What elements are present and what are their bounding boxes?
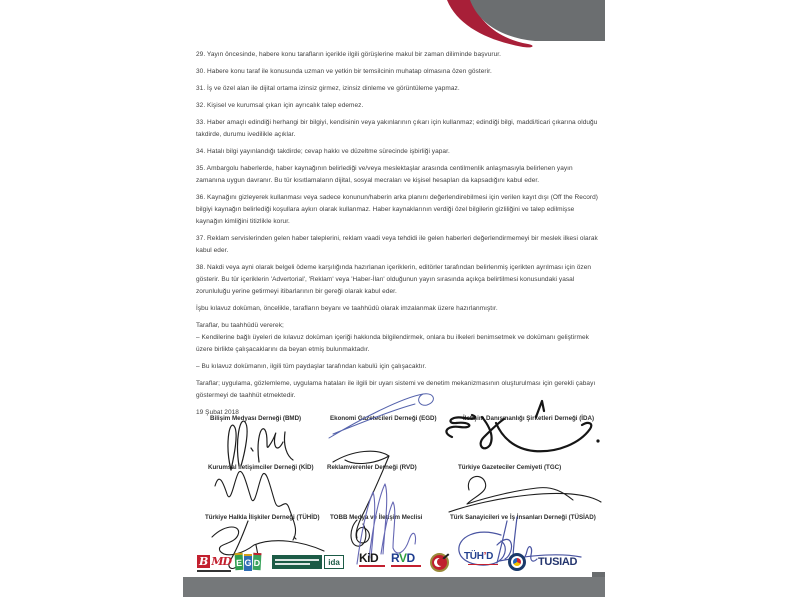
bmd-logo-mark bbox=[197, 552, 231, 572]
logo-egd bbox=[235, 552, 261, 572]
signatory-label-tusiad: Türk Sanayicileri ve İş İnsanları Derneği (TÜSİAD) bbox=[450, 514, 596, 521]
logo-tuhd bbox=[464, 552, 498, 572]
logo-rvd bbox=[391, 552, 421, 572]
kid-wordmark: KiD bbox=[359, 551, 379, 565]
clause-34: 34. Hatalı bilgi yayınlandığı takdirde; cevap hakkı ve düzeltme sürecinde işbirliği yapar. bbox=[196, 148, 450, 155]
signature-tgc bbox=[441, 468, 606, 518]
commitment-item-2: – Bu kılavuz dokümanın, ilgili tüm paydaşlar tarafından kabulü için çalışacaktır. bbox=[196, 363, 427, 370]
rvd-letter-r: R bbox=[391, 551, 399, 565]
rvd-wordmark bbox=[391, 552, 415, 564]
tobb-emblem bbox=[508, 553, 526, 571]
closing-statement: İşbu kılavuz doküman, öncelikle, tarafların beyanı ve taahhüdü olarak imzalanmak üzere hazırlanmıştır. bbox=[196, 305, 498, 312]
signatory-label-tobb: TOBB Medya ve İletişim Meclisi bbox=[330, 514, 423, 521]
logo-kid bbox=[359, 552, 385, 572]
tuhd-apostrophe: ’ bbox=[483, 551, 487, 562]
clause-33: 33. Haber amaçlı edindiği herhangi bir bilgiyi, kendisinin veya yakınlarının çıkarı için kullanmaz; edindiği bilgi, maddi/ticari çıkarına olduğu takdirde, durumu ivedilikle açıklar. bbox=[196, 119, 598, 138]
signatory-label-kid: Kurumsal İletişimciler Derneği (KİD) bbox=[208, 464, 314, 471]
clause-30: 30. Habere konu taraf ile konusunda uzman ve yetkin bir temsilcinin muhatap olmasına özen gösterir. bbox=[196, 68, 492, 75]
egd-tile-e: E bbox=[235, 552, 244, 569]
ida-banner bbox=[272, 555, 322, 569]
signatory-label-egd: Ekonomi Gazetecileri Derneği (EGD) bbox=[330, 415, 437, 422]
clause-36: 36. Kaynağını gizleyerek kullanması veya sadece konunun/haberin arka planını değerlendirebilmesi için verilen kayıt dışı (Off the Record) bilgiyi kaynağın belirlediği koşullara aykırı olarak kullanmaz. Haber kaynaklarının verdiği özel bilgilerin gizliliğini ve talep edilmişse kaynağın kimliğini titizlikle korur. bbox=[196, 194, 598, 225]
bmd-letter-b: B bbox=[199, 555, 209, 568]
kid-underline bbox=[359, 565, 385, 567]
clause-38: 38. Nakdi veya ayni olarak belgeli ödeme karşılığında hazırlanan içeriklerin, editörler tarafından belirlenmiş içerikten ayrılması için özen gösterir. Bu tür içeriklerin 'Advertorial', 'Reklam' veya 'Haber-İlan' olduğunun yayın sırasında açıkça belirtilmesi konusundaki yasal zorunluluğu yerine getirmeyi itibarlarının bir gereği olarak kabul eder. bbox=[196, 264, 592, 295]
document-page bbox=[183, 0, 605, 600]
document-date: 19 Şubat 2018 bbox=[196, 409, 239, 416]
tobb-emblem-core bbox=[513, 558, 521, 566]
logo-ida bbox=[272, 552, 344, 572]
signature-rvd bbox=[323, 446, 413, 548]
clause-31: 31. İş ve özel alan ile dijital ortama izinsiz girmez, izinsiz dinleme ve görüntüleme yapmaz. bbox=[196, 85, 460, 92]
rvd-underline bbox=[391, 565, 421, 567]
signatory-label-ida: İletişim Danışmanlığı Şirketleri Derneği (İDA) bbox=[463, 415, 595, 422]
clause-37: 37. Reklam servislerinden gelen haber taleplerini, reklam vaadi veya tehdidi ile gelen haberleri değerlendirmemeyi bir meslek ilkesi olarak kabul eder. bbox=[196, 235, 598, 254]
commitment-item-3: Taraflar; uygulama, gözlemleme, uygulama hataları ile ilgili bir uyarı sistemi ve denetim mekanizmasının oluşturulması için gerekli çabayı göstermeyi de taahhüt etmektedir. bbox=[196, 380, 596, 399]
signature-kid bbox=[203, 468, 313, 548]
tuhd-wordmark bbox=[464, 552, 493, 562]
ida-banner-text-line bbox=[275, 563, 310, 565]
bmd-letters-md: MD bbox=[211, 555, 232, 568]
signatory-label-bmd: Bilişim Medyası Derneği (BMD) bbox=[210, 415, 302, 422]
ida-banner-text-line bbox=[275, 559, 319, 561]
document-body-text bbox=[196, 49, 601, 424]
clause-29: 29. Yayın öncesinde, habere konu tarafların içerikle ilgili görüşlerine makul bir zaman diliminde başvurur. bbox=[196, 51, 501, 58]
logo-tobb bbox=[508, 552, 526, 572]
corner-swoosh-graphic bbox=[443, 0, 605, 52]
footer-bar bbox=[183, 577, 605, 597]
rvd-letter-v: V bbox=[398, 551, 407, 565]
clause-32: 32. Kişisel ve kurumsal çıkarı için ayrıcalık talep edemez. bbox=[196, 102, 364, 109]
egd-tile-g: G bbox=[244, 554, 252, 571]
clause-35: 35. Ambargolu haberlerde, haber kaynağının belirlediği ve/veya meslektaşlar arasında centilmenlik anlaşmasıyla belirlenen yayın zamanına uygun davranır. Bu tür kısıtlamaların dijital, sosyal mecraları ve kişisel hesapları da kapsadığını kabul eder. bbox=[196, 165, 573, 184]
logo-tusiad bbox=[538, 552, 577, 572]
signatory-label-tuhid: Türkiye Halkla İlişkiler Derneği (TÜHİD) bbox=[205, 514, 320, 521]
tuhd-letter-d: D bbox=[486, 551, 494, 562]
logo-tgc bbox=[430, 552, 449, 572]
egd-tile-d: D bbox=[253, 552, 262, 569]
tuhd-letters: TÜH bbox=[464, 551, 484, 562]
tuhd-underline bbox=[468, 564, 498, 566]
commitment-item-1: – Kendilerine bağlı üyeleri de kılavuz doküman içeriği hakkında bilgilendirmek, onlara bu ilkeleri benimsetmek ve dokümanı geliştirmek üzere birlikte çalışacaklarını da beyan etmiş bulunmaktadır. bbox=[196, 334, 589, 353]
signatory-label-rvd: Reklamverenler Derneği (RVD) bbox=[327, 464, 417, 471]
ida-wordmark: ida bbox=[324, 555, 344, 569]
tgc-pen-stroke bbox=[439, 553, 449, 562]
tusiad-wordmark: TUSIAD bbox=[538, 556, 578, 568]
commitment-intro: Taraflar, bu taahhüdü vererek; bbox=[196, 322, 284, 329]
tgc-emblem bbox=[430, 553, 449, 572]
rvd-letter-d: D bbox=[406, 551, 415, 565]
signatory-label-tgc: Türkiye Gazeteciler Cemiyeti (TGC) bbox=[458, 464, 562, 471]
logo-bmd bbox=[197, 552, 231, 572]
